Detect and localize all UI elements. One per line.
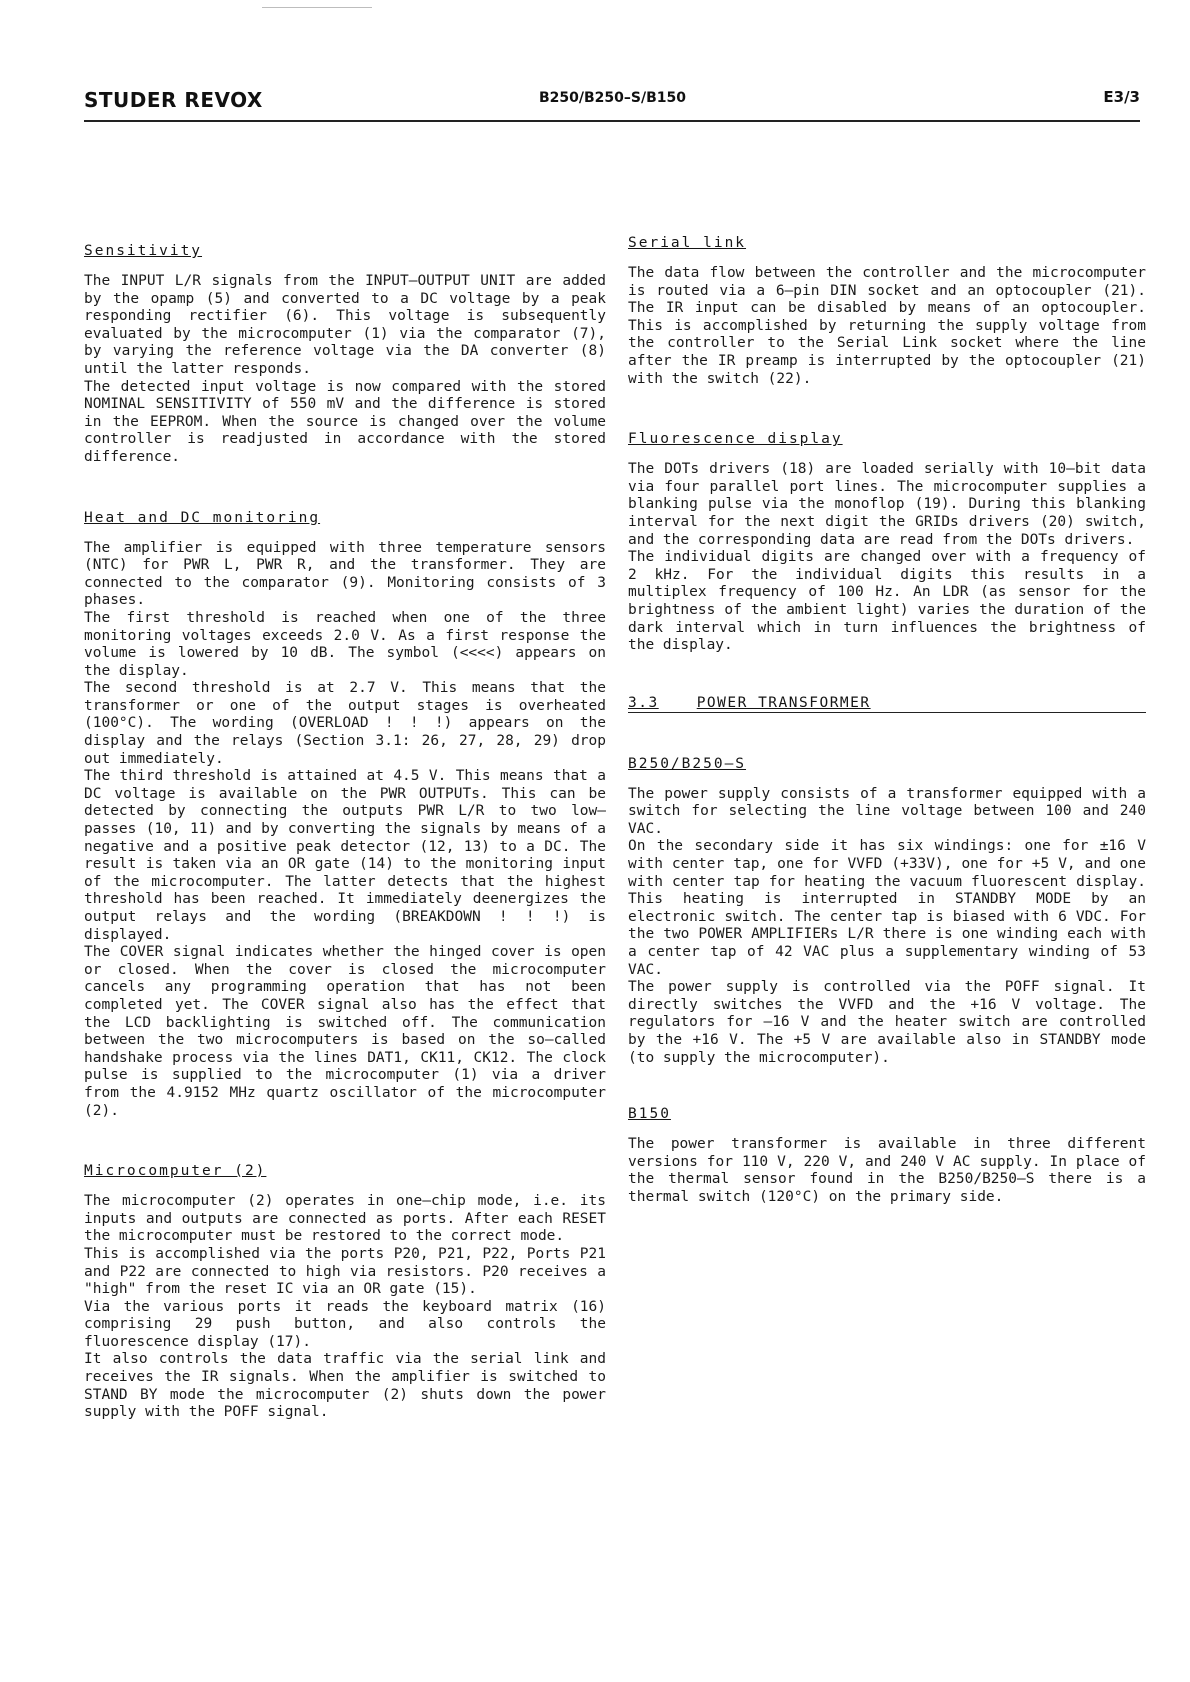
section-title: Fluorescence display bbox=[628, 431, 843, 448]
right-column bbox=[628, 232, 1146, 1233]
scan-artifact-line bbox=[262, 7, 372, 8]
paragraph: The second threshold is at 2.7 V. This means that the transformer or one of the output stages is overheated (100°C). The wording (OVERLOAD ! ! !) appears on the display and the relays (Section 3.1: 26, 27, 28, 29) drop out immediately. bbox=[84, 680, 606, 767]
paragraph: The power supply consists of a transformer equipped with a switch for selecting the line voltage between 100 and 240 VAC. bbox=[628, 785, 1146, 837]
section-b150 bbox=[628, 1103, 1146, 1206]
section-title: Heat and DC monitoring bbox=[84, 509, 321, 526]
section-serial-link bbox=[628, 232, 1146, 388]
paragraph: The first threshold is reached when one of the three monitoring voltages exceeds 2.0 V. As a first response the volume is lowered by 10 dB. The symbol (<<<<) appears on the display. bbox=[84, 609, 606, 679]
chapter-heading-power-transformer bbox=[628, 695, 1146, 713]
section-microcomputer bbox=[84, 1160, 606, 1422]
paragraph: The data flow between the controller and the microcomputer is routed via a 6–pin DIN socket and an optocoupler (21). The IR input can be disabled by means of an optocoupler. This is accomplished by returning the supply voltage from the controller to the Serial Link socket where the line after the IR preamp is interrupted by the optocoupler (21) with the switch (22). bbox=[628, 265, 1146, 387]
paragraph: The individual digits are changed over with a frequency of 2 kHz. For the individual digits this results in a multiplex frequency of 100 Hz. An LDR (as sensor for the brightness of the ambient light) varies the duration of the dark interval which in turn influences the brightness of the display. bbox=[628, 549, 1146, 654]
paragraph: The power transformer is available in three different versions for 110 V, 220 V, and 240 V AC supply. In place of the thermal sensor found in the B250/B250–S there is a thermal switch (120°C) on the primary side. bbox=[628, 1136, 1146, 1205]
paragraph: Via the various ports it reads the keyboard matrix (16) comprising 29 push button, and also controls the fluorescence display (17). bbox=[84, 1298, 606, 1350]
paragraph: The DOTs drivers (18) are loaded serially with 10–bit data via four parallel port lines. The microcomputer supplies a blanking pulse via the monoflop (19). During this blanking interval for the next digit the GRIDs drivers (20) switch, and the corresponding data are read from the DOTs drivers. bbox=[628, 461, 1146, 548]
section-title: Serial link bbox=[628, 235, 747, 251]
section-fluorescence-display bbox=[628, 428, 1146, 655]
paragraph: The power supply is controlled via the POFF signal. It directly switches the VVFD and the +16 V voltage. The regulators for –16 V and the heater switch are controlled by the +16 V. The +5 V are available also in STANDBY mode (to supply the microcomputer). bbox=[628, 979, 1146, 1066]
section-title: Sensitivity bbox=[84, 243, 203, 259]
paragraph: The third threshold is attained at 4.5 V. This means that a DC voltage is available on the PWR OUTPUTs. This can be detected by connecting the outputs PWR L/R to two low–passes (10, 11) and by converting the signals by means of a negative and a positive peak detector (12, 13) to a DC. The result is taken via an OR gate (14) to the monitoring input of the microcomputer. The latter detects that the highest threshold has been reached. It immediately deenergizes the output relays and the wording (BREAKDOWN ! ! !) is displayed. bbox=[84, 768, 606, 943]
chapter-number: 3.3 bbox=[628, 694, 659, 711]
brand-logo: STUDER REVOX bbox=[84, 88, 263, 112]
model-number: B250/B250–S/B150 bbox=[539, 90, 686, 106]
section-title: Microcomputer (2) bbox=[84, 1163, 267, 1180]
paragraph: The COVER signal indicates whether the hinged cover is open or closed. When the cover is closed the microcomputer cancels any programming operation that has not been completed yet. The COVER signal also has the effect that the LCD backlighting is switched off. The communication between the two microcomputers is based on the so–called handshake process via the lines DAT1, CK11, CK12. The clock pulse is supplied to the microcomputer (1) via a driver from the 4.9152 MHz quartz oscillator of the microcomputer (2). bbox=[84, 944, 606, 1119]
section-b250 bbox=[628, 753, 1146, 1068]
paragraph: The amplifier is equipped with three temperature sensors (NTC) for PWR L, PWR R, and the transformer. They are connected to the comparator (9). Monitoring consists of 3 phases. bbox=[84, 539, 606, 609]
page-header bbox=[84, 84, 1140, 122]
paragraph: The detected input voltage is now compared with the stored NOMINAL SENSITIVITY of 550 mV and the difference is stored in the EEPROM. When the source is changed over the volume controller is readjusted in accordance with the stored difference. bbox=[84, 378, 606, 465]
paragraph: It also controls the data traffic via the serial link and receives the IR signals. When the amplifier is switched to STAND BY mode the microcomputer (2) shuts down the power supply with the POFF signal. bbox=[84, 1351, 606, 1421]
header-divider bbox=[84, 120, 1140, 122]
paragraph: The INPUT L/R signals from the INPUT–OUTPUT UNIT are added by the opamp (5) and converted to a DC voltage by a peak responding rectifier (6). This voltage is subsequently evaluated by the microcomputer (1) via the comparator (7), by varying the reference voltage via the DA converter (8) until the latter responds. bbox=[84, 273, 606, 377]
section-title: B150 bbox=[628, 1106, 671, 1123]
section-title: B250/B250–S bbox=[628, 755, 747, 772]
paragraph: This is accomplished via the ports P20, P21, P22, Ports P21 and P22 are connected to high via resistors. P20 receives a "high" from the reset IC via an OR gate (15). bbox=[84, 1245, 606, 1298]
section-heat-dc-monitoring bbox=[84, 507, 606, 1121]
paragraph: On the secondary side it has six windings: one for ±16 V with center tap, one for VVFD (+33V), one for +5 V, and one with center tap for heating the vacuum fluorescent display. This heating is interrupted in STANDBY MODE by an electronic switch. The center tap is biased with 6 VDC. For the two POWER AMPLIFIERs L/R there is one winding each with a center tap of 42 VAC plus a supplementary winding of 53 VAC. bbox=[628, 838, 1146, 978]
section-sensitivity bbox=[84, 240, 606, 467]
left-column bbox=[84, 240, 606, 1448]
paragraph: The microcomputer (2) operates in one–chip mode, i.e. its inputs and outputs are connected as ports. After each RESET the microcomputer must be restored to the correct mode. bbox=[84, 1193, 606, 1245]
page-number: E3/3 bbox=[1103, 88, 1140, 106]
chapter-title: POWER TRANSFORMER bbox=[696, 694, 871, 711]
